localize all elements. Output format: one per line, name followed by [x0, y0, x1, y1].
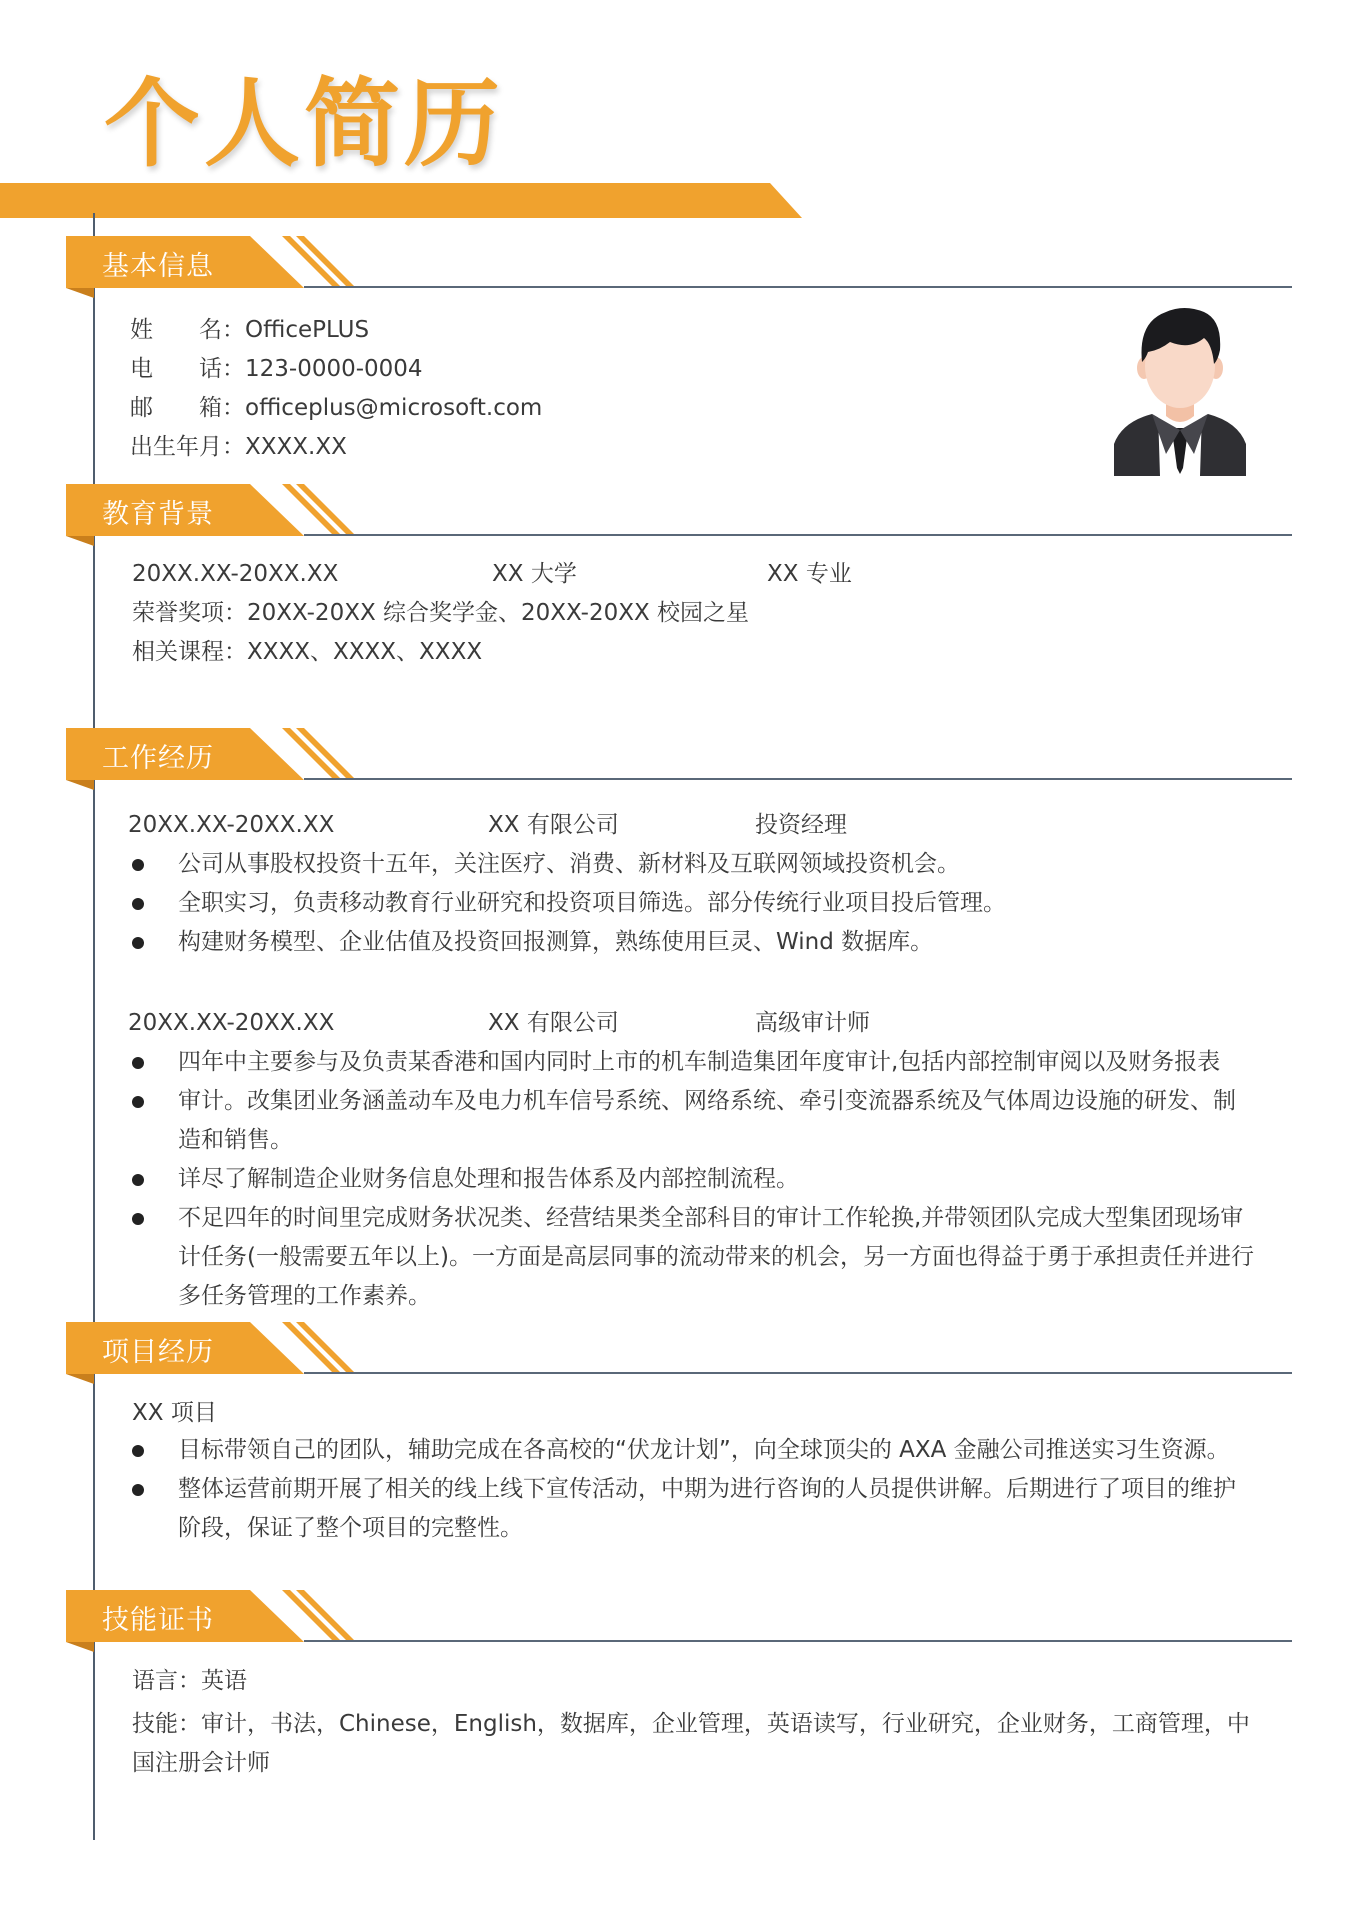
bullet-icon [132, 1445, 144, 1457]
birth-field [130, 432, 347, 462]
section-divider [304, 1640, 1292, 1642]
resume-title: 个人简历 [104, 68, 504, 180]
bullet-icon [132, 1213, 144, 1225]
field-value: 123-0000-0004 [245, 356, 423, 382]
section-divider [304, 534, 1292, 536]
section-tab-fold [66, 780, 94, 790]
field-label: 邮 箱： [130, 395, 245, 421]
section-heading: 技能证书 [102, 1605, 214, 1636]
section-projects [66, 1322, 1292, 1386]
bullet-icon [132, 1484, 144, 1496]
list-item: 全职实习，负责移动教育行业研究和投资项目筛选。部分传统行业项目投后管理。 [128, 884, 1258, 923]
stripes-decoration-icon [236, 728, 376, 780]
field-label: 姓 名： [130, 317, 245, 343]
section-tab-fold [66, 1642, 94, 1652]
field-label: 电 话： [130, 356, 245, 382]
phone-field [130, 354, 423, 384]
job-position: 投资经理 [755, 812, 847, 838]
section-work-experience [66, 728, 1292, 792]
job-company: XX 有限公司 [488, 812, 619, 838]
section-heading: 教育背景 [102, 499, 214, 530]
field-value: OfficePLUS [245, 317, 370, 343]
job-duties-list [128, 845, 1258, 962]
job-company: XX 有限公司 [488, 1010, 619, 1036]
job-period: 20XX.XX-20XX.XX [128, 812, 335, 838]
email-field [130, 393, 542, 423]
project-name: XX 项目 [132, 1400, 217, 1426]
name-field [130, 315, 369, 345]
bullet-icon [132, 1057, 144, 1069]
list-item: 不足四年的时间里完成财务状况类、经营结果类全部科目的审计工作轮换,并带领团队完成大型集团现场审计任务(一般需要五年以上)。一方面是高层同事的流动带来的机会，另一方面也得益于勇于承担责任并进行多任务管理的工作素养。 [128, 1199, 1258, 1316]
list-item: 详尽了解制造企业财务信息处理和报告体系及内部控制流程。 [128, 1160, 1258, 1199]
field-label: 出生年月： [130, 434, 245, 460]
list-item: 整体运营前期开展了相关的线上线下宣传活动，中期为进行咨询的人员提供讲解。后期进行了项目的维护阶段，保证了整个项目的完整性。 [128, 1470, 1258, 1548]
list-item: 构建财务模型、企业估值及投资回报测算，熟练使用巨灵、Wind 数据库。 [128, 923, 1258, 962]
stripes-decoration-icon [236, 236, 376, 288]
list-item: 目标带领自己的团队，辅助完成在各高校的“伏龙计划”，向全球顶尖的 AXA 金融公司推送实习生资源。 [128, 1431, 1258, 1470]
person-avatar-icon [1114, 304, 1246, 476]
list-item: 四年中主要参与及负责某香港和国内同时上市的机车制造集团年度审计,包括内部控制审阅以及财务报表 [128, 1043, 1258, 1082]
education-school: XX 大学 [492, 561, 577, 587]
section-heading: 项目经历 [102, 1337, 214, 1368]
bullet-icon [132, 898, 144, 910]
section-heading: 基本信息 [102, 251, 214, 282]
bullet-icon [132, 937, 144, 949]
job-duties-list [128, 1043, 1258, 1316]
bullet-icon [132, 1096, 144, 1108]
list-item: 审计。改集团业务涵盖动车及电力机车信号系统、网络系统、牵引变流器系统及气体周边设施的研发、制造和销售。 [128, 1082, 1258, 1160]
section-divider [304, 778, 1292, 780]
stripes-decoration-icon [236, 1590, 376, 1642]
education-honors: 荣誉奖项：20XX-20XX 综合奖学金、20XX-20XX 校园之星 [132, 600, 750, 626]
job-period: 20XX.XX-20XX.XX [128, 1010, 335, 1036]
section-basic-info [66, 236, 1292, 300]
section-tab-fold [66, 536, 94, 546]
education-courses: 相关课程：XXXX、XXXX、XXXX [132, 639, 483, 665]
section-divider [304, 286, 1292, 288]
section-education [66, 484, 1292, 548]
bullet-icon [132, 859, 144, 871]
section-divider [304, 1372, 1292, 1374]
section-tab-fold [66, 288, 94, 298]
field-value: XXXX.XX [245, 434, 347, 460]
skills-language: 语言：英语 [132, 1668, 247, 1694]
section-heading: 工作经历 [102, 743, 214, 774]
job-position: 高级审计师 [755, 1010, 870, 1036]
header-accent-bar [0, 183, 802, 218]
section-skills [66, 1590, 1292, 1654]
education-period: 20XX.XX-20XX.XX [132, 561, 339, 587]
section-tab-fold [66, 1374, 94, 1384]
skills-list: 技能：审计，书法，Chinese，English，数据库，企业管理，英语读写，行业研究，企业财务，工商管理，中国注册会计师 [132, 1711, 1250, 1776]
bullet-icon [132, 1174, 144, 1186]
list-item: 公司从事股权投资十五年，关注医疗、消费、新材料及互联网领域投资机会。 [128, 845, 1258, 884]
stripes-decoration-icon [236, 484, 376, 536]
project-items-list [128, 1431, 1258, 1548]
education-major: XX 专业 [767, 561, 852, 587]
field-value: officeplus@microsoft.com [245, 395, 543, 421]
stripes-decoration-icon [236, 1322, 376, 1374]
